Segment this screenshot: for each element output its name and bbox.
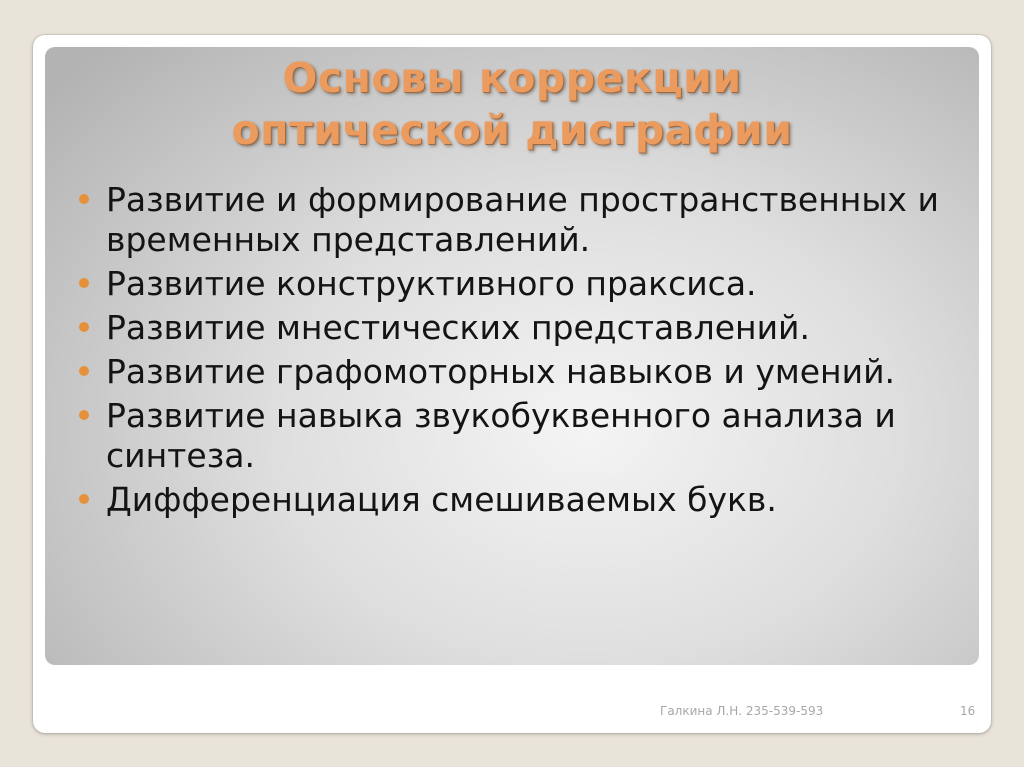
bullet-text: Развитие и формирование пространственных и временных представлений. [106,180,939,259]
page-number: 16 [960,704,976,718]
title-line-1: Основы коррекции [282,54,742,102]
footer-author: Галкина Л.Н. 235-539-593 [660,704,824,718]
list-item [73,308,963,348]
slide-title [45,52,979,156]
list-item [73,264,963,304]
bullet-text: Дифференциация смешиваемых букв. [106,480,777,519]
bullet-text: Развитие конструктивного праксиса. [106,264,757,303]
bullet-dot-icon [79,494,89,504]
bullet-list [73,180,963,524]
title-line-2: оптической дисграфии [231,106,793,154]
bullet-text: Развитие графомоторных навыков и умений. [106,352,896,391]
bullet-text: Развитие навыка звукобуквенного анализа и синтеза. [106,396,896,475]
bullet-dot-icon [79,410,89,420]
bullet-dot-icon [79,322,89,332]
list-item [73,352,963,392]
bullet-dot-icon [79,366,89,376]
bullet-dot-icon [79,278,89,288]
list-item [73,480,963,520]
list-item [73,180,963,260]
list-item [73,396,963,476]
bullet-text: Развитие мнестических представлений. [106,308,810,347]
bullet-dot-icon [79,194,89,204]
